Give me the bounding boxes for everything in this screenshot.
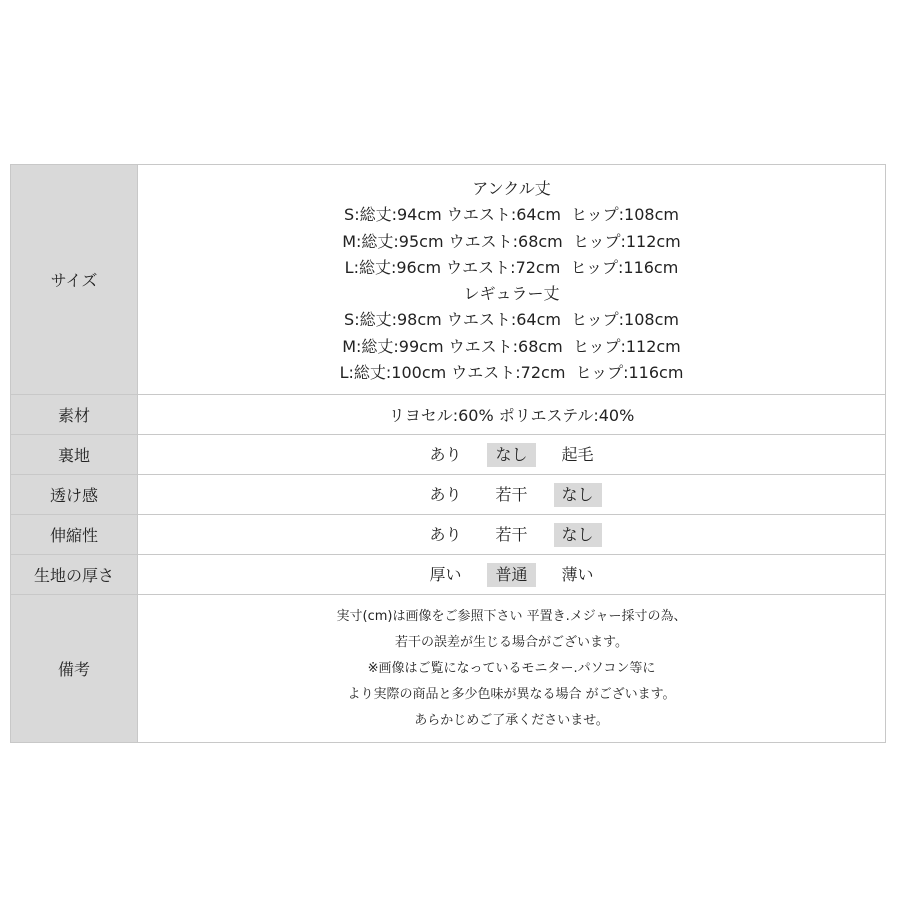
material-value: リヨセル:60% ポリエステル:40% <box>138 395 886 435</box>
thickness-label: 生地の厚さ <box>11 555 138 595</box>
note-line: より実際の商品と多少色味が異なる場合 がございます。 <box>347 687 676 703</box>
note-line: あらかじめご了承くださいませ。 <box>414 713 609 729</box>
stretch-label: 伸縮性 <box>11 515 138 555</box>
option-chip: 若干 <box>495 484 528 504</box>
option-chip: あり <box>429 444 462 464</box>
size-line: M:総丈:95cm ウエスト:68cm ヒップ:112cm <box>342 231 681 251</box>
option-chip: 普通 <box>487 563 535 587</box>
product-spec-table <box>10 164 886 743</box>
sheerness-options <box>138 475 886 515</box>
option-chip: 厚い <box>429 564 462 584</box>
option-chip: 起毛 <box>561 444 594 464</box>
stretch-options <box>138 515 886 555</box>
lining-row <box>11 435 886 475</box>
size-line: L:総丈:96cm ウエスト:72cm ヒップ:116cm <box>344 257 679 277</box>
note-line: ※画像はご覧になっているモニター.パソコン等に <box>367 661 656 677</box>
stretch-row <box>11 515 886 555</box>
option-chip: あり <box>429 524 462 544</box>
size-line: L:総丈:100cm ウエスト:72cm ヒップ:116cm <box>339 363 684 383</box>
option-chip: なし <box>554 523 602 547</box>
option-chip: なし <box>487 443 535 467</box>
size-line: S:総丈:98cm ウエスト:64cm ヒップ:108cm <box>344 310 679 330</box>
size-section-title-ankle: アンクル丈 <box>472 179 551 198</box>
option-chip: 薄い <box>561 564 594 584</box>
sheerness-row <box>11 475 886 515</box>
size-line: M:総丈:99cm ウエスト:68cm ヒップ:112cm <box>342 336 681 356</box>
lining-label: 裏地 <box>11 435 138 475</box>
size-row <box>11 165 886 395</box>
size-values <box>138 165 886 395</box>
notes-values <box>138 595 886 743</box>
option-chip: 若干 <box>495 524 528 544</box>
size-label: サイズ <box>11 165 138 395</box>
thickness-options <box>138 555 886 595</box>
thickness-row <box>11 555 886 595</box>
option-chip: あり <box>429 484 462 504</box>
note-line: 若干の誤差が生じる場合がございます。 <box>395 635 628 651</box>
notes-label: 備考 <box>11 595 138 743</box>
material-label: 素材 <box>11 395 138 435</box>
size-section-title-regular: レギュラー丈 <box>463 284 560 304</box>
lining-options <box>138 435 886 475</box>
notes-row <box>11 595 886 743</box>
material-row <box>11 395 886 435</box>
size-line: S:総丈:94cm ウエスト:64cm ヒップ:108cm <box>344 205 679 225</box>
sheerness-label: 透け感 <box>11 475 138 515</box>
note-line: 実寸(cm)は画像をご参照下さい 平置き.メジャー採寸の為、 <box>336 609 687 625</box>
option-chip: なし <box>554 483 602 507</box>
